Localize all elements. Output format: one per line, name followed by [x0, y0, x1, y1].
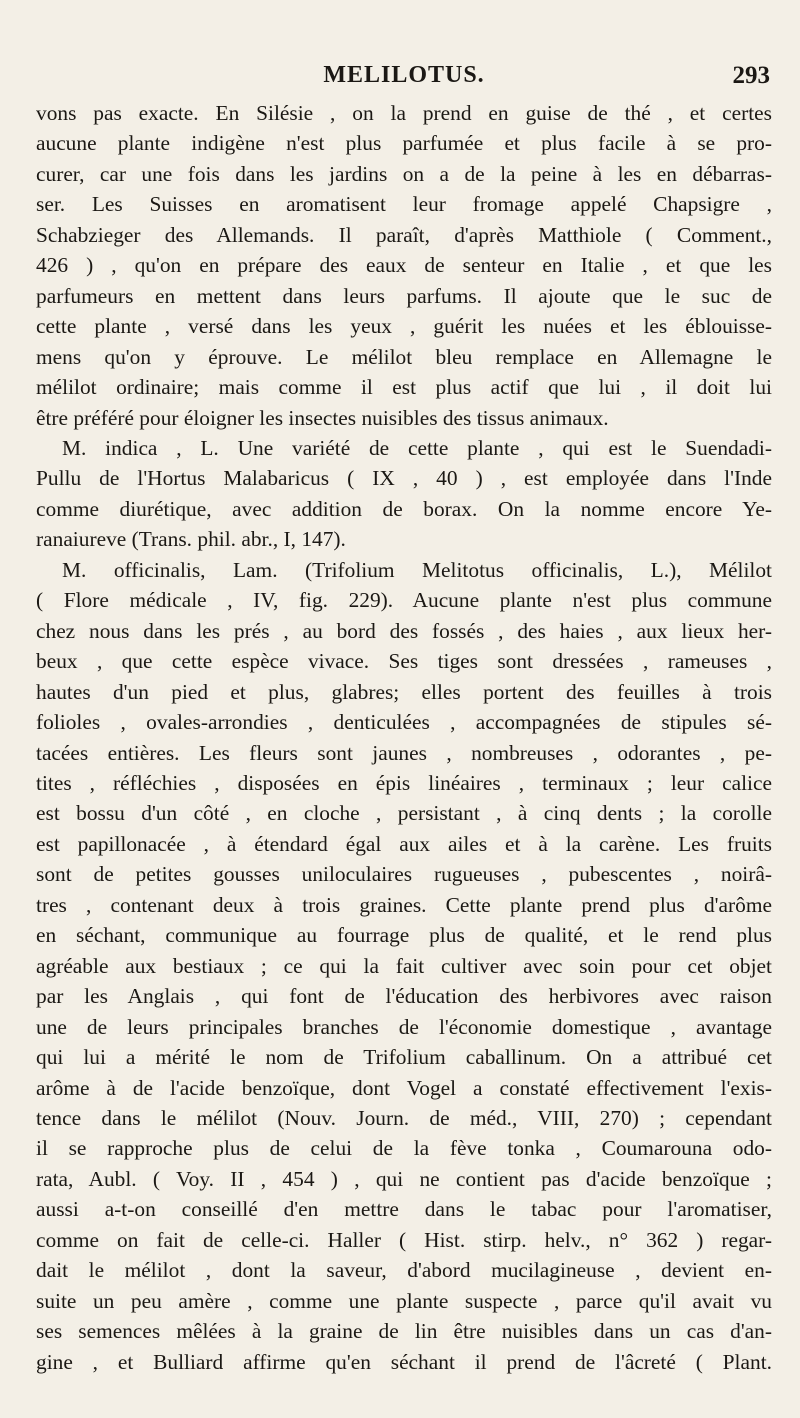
page-number: 293: [732, 62, 770, 89]
text-line: dait le mélilot , dont la saveur, d'abord mucilagineuse , devient en-: [36, 1258, 772, 1283]
text-line: M. indica , L. Une variété de cette plante , qui est le Suendadi-: [62, 435, 772, 460]
text-line: aucune plante indigène n'est plus parfumée et plus facile à se pro-: [36, 131, 772, 156]
text-line: est papillonacée , à étendard égal aux ailes et à la carène. Les fruits: [36, 831, 772, 856]
text-line: folioles , ovales-arrondies , denticulées , accompagnées de stipules sé-: [36, 710, 772, 735]
text-line: sont de petites gousses uniloculaires rugueuses , pubescentes , noirâ-: [36, 862, 772, 887]
text-line: Schabzieger des Allemands. Il paraît, d'après Matthiole ( Comment.,: [36, 222, 772, 247]
text-line: ranaiureve (Trans. phil. abr., I, 147).: [36, 527, 346, 552]
text-line: comme on fait de celle-ci. Haller ( Hist. stirp. helv., n° 362 ) regar-: [36, 1227, 772, 1252]
text-line: curer, car une fois dans les jardins on a de la peine à les en débarras-: [36, 161, 772, 186]
text-line: en séchant, communique au fourrage plus de qualité, et le rend plus: [36, 923, 772, 948]
text-line: tence dans le mélilot (Nouv. Journ. de méd., VIII, 270) ; cependant: [36, 1105, 772, 1130]
body-text: [36, 98, 772, 1377]
text-line: aussi a-t-on conseillé d'en mettre dans le tabac pour l'aromatiser,: [36, 1197, 772, 1222]
text-line: beux , que cette espèce vivace. Ses tiges sont dressées , rameuses ,: [36, 649, 772, 674]
text-line: ser. Les Suisses en aromatisent leur fromage appelé Chapsigre ,: [36, 192, 772, 217]
text-line: vons pas exacte. En Silésie , on la prend en guise de thé , et certes: [36, 101, 772, 125]
text-line: tites , réfléchies , disposées en épis linéaires , terminaux ; leur calice: [36, 770, 772, 795]
running-title: MELILOTUS.: [323, 62, 485, 88]
text-line: gine , et Bulliard affirme qu'en séchant il prend de l'âcreté ( Plant.: [36, 1349, 772, 1374]
text-line: rata, Aubl. ( Voy. II , 454 ) , qui ne contient pas d'acide benzoïque ;: [36, 1166, 772, 1191]
text-line: qui lui a mérité le nom de Trifolium caballinum. On a attribué cet: [36, 1045, 772, 1070]
text-line: est bossu d'un côté , en cloche , persistant , à cinq dents ; la corolle: [36, 801, 772, 826]
text-line: par les Anglais , qui font de l'éducation des herbivores avec raison: [36, 984, 772, 1009]
text-line: M. officinalis, Lam. (Trifolium Melitotus officinalis, L.), Mélilot: [62, 557, 772, 582]
text-line: tacées entières. Les fleurs sont jaunes , nombreuses , odorantes , pe-: [36, 740, 772, 765]
text-line: être préféré pour éloigner les insectes nuisibles des tissus animaux.: [36, 405, 609, 430]
text-line: 426 ) , qu'on en prépare des eaux de senteur en Italie , et que les: [36, 253, 772, 278]
page-header: [36, 62, 772, 98]
text-line: tres , contenant deux à trois graines. Cette plante prend plus d'arôme: [36, 892, 772, 917]
text-line: hautes d'un pied et plus, glabres; elles portent des feuilles à trois: [36, 679, 772, 704]
text-line: ses semences mêlées à la graine de lin être nuisibles dans un cas d'an-: [36, 1319, 772, 1344]
text-line: arôme à de l'acide benzoïque, dont Vogel a constaté effectivement l'exis-: [36, 1075, 772, 1100]
text-line: mélilot ordinaire; mais comme il est plus actif que lui , il doit lui: [36, 375, 772, 400]
text-line: mens qu'on y éprouve. Le mélilot bleu remplace en Allemagne le: [36, 344, 772, 369]
text-line: comme diurétique, avec addition de borax. On la nomme encore Ye-: [36, 496, 772, 521]
text-line: il se rapproche plus de celui de la fève tonka , Coumarouna odo-: [36, 1136, 772, 1161]
text-line: une de leurs principales branches de l'économie domestique , avantage: [36, 1014, 772, 1039]
text-line: parfumeurs en mettent dans leurs parfums. Il ajoute que le suc de: [36, 283, 772, 308]
text-line: ( Flore médicale , IV, fig. 229). Aucune plante n'est plus commune: [36, 588, 772, 613]
text-line: suite un peu amère , comme une plante suspecte , parce qu'il avait vu: [36, 1288, 772, 1313]
text-line: cette plante , versé dans les yeux , guérit les nuées et les éblouisse-: [36, 314, 772, 339]
text-line: chez nous dans les prés , au bord des fossés , des haies , aux lieux her-: [36, 618, 772, 643]
text-line: Pullu de l'Hortus Malabaricus ( IX , 40 ) , est employée dans l'Inde: [36, 466, 772, 491]
text-line: agréable aux bestiaux ; ce qui la fait cultiver avec soin pour cet objet: [36, 953, 772, 978]
